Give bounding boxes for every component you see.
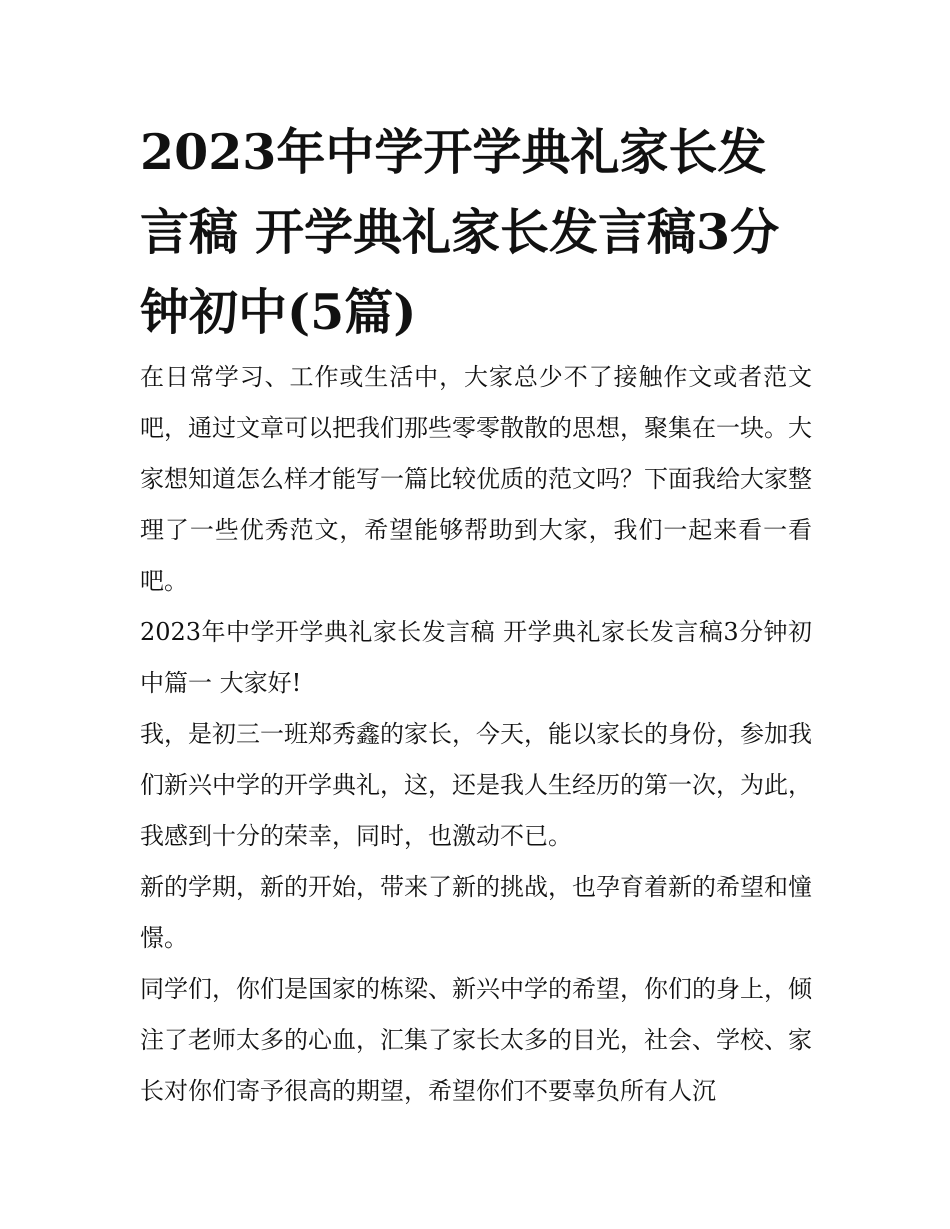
paragraph-self-introduction: 我，是初三一班郑秀鑫的家长，今天，能以家长的身份，参加我们新兴中学的开学典礼，这，还是我人生经历的第一次，为此，我感到十分的荣幸，同时，也激动不已。 [140, 720, 812, 850]
document-title: 2023年中学开学典礼家长发言稿 开学典礼家长发言稿3分钟初中(5篇) [140, 123, 780, 341]
paragraph-intro: 在日常学习、工作或生活中，大家总少不了接触作文或者范文吧，通过文章可以把我们那些零零散散的思想，聚集在一块。大家想知道怎么样才能写一篇比较优质的范文吗？下面我给大家整理了一些优秀范文，希望能够帮助到大家，我们一起来看一看吧。 [140, 363, 812, 595]
paragraph-students-expectation: 同学们，你们是国家的栋梁、新兴中学的希望，你们的身上，倾注了老师太多的心血，汇集了家长太多的目光，社会、学校、家长对你们寄予很高的期望，希望你们不要辜负所有人沉 [140, 975, 812, 1105]
document-body [140, 352, 812, 1117]
paragraph-new-semester: 新的学期，新的开始，带来了新的挑战，也孕育着新的希望和憧憬。 [140, 873, 812, 952]
paragraph-section-heading: 2023年中学开学典礼家长发言稿 开学典礼家长发言稿3分钟初中篇一 大家好! [140, 618, 812, 697]
